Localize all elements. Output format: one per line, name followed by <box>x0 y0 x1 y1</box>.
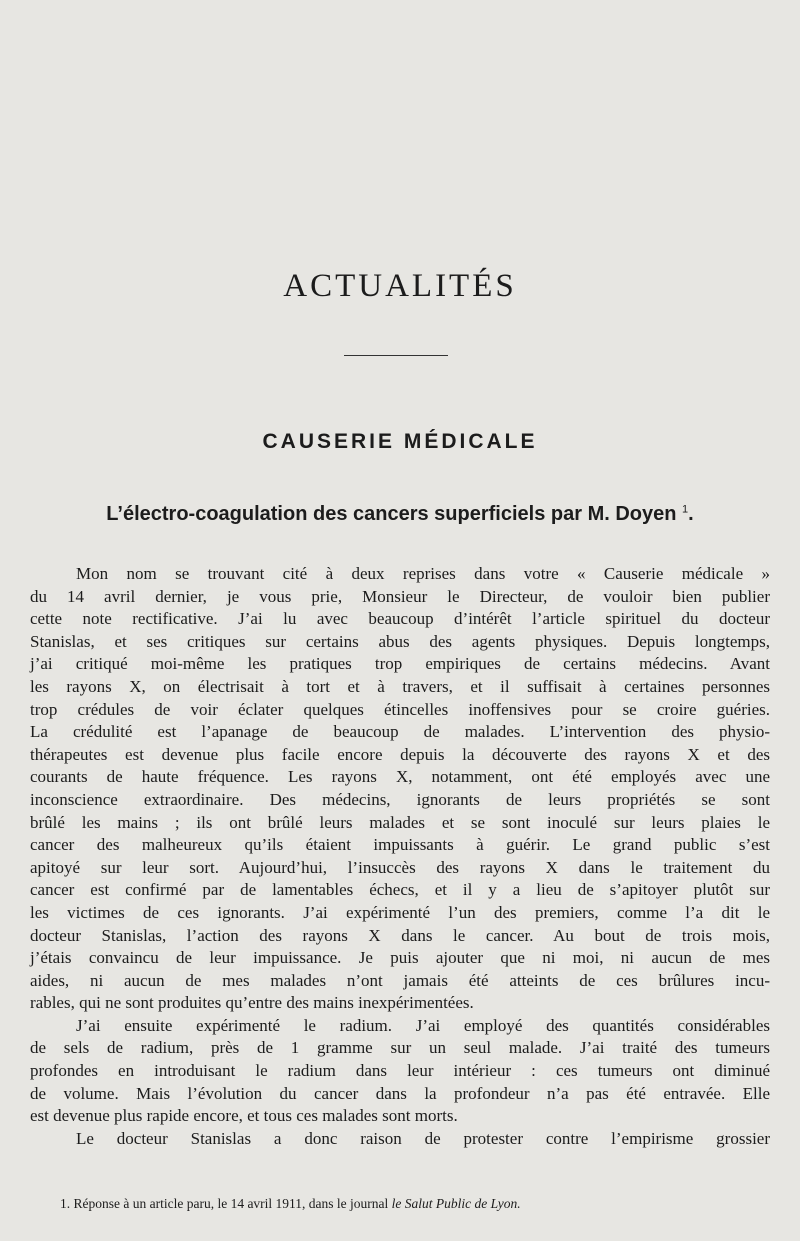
text-line: cancer des malheureux qu’ils étaient impuissants à guérir. Le grand public s’est <box>30 835 770 855</box>
text-line: J’ai ensuite expérimenté le radium. J’ai employé des quantités considérables <box>76 1015 770 1035</box>
text-line: Le docteur Stanislas a donc raison de protester contre l’empirisme grossier <box>76 1128 770 1148</box>
footnote-marker: 1 <box>682 503 689 516</box>
text-line: j’étais convaincu de leur impuissance. Je puis ajouter que ni moi, ni aucun de mes <box>30 948 770 968</box>
text-line: cancer est confirmé par de lamentables échecs, et il y a lieu de s’apitoyer plutôt sur <box>30 880 770 900</box>
article-body <box>30 563 770 1150</box>
text-line: Mon nom se trouvant cité à deux reprises dans votre « Causerie médicale » <box>76 564 770 583</box>
text-line: Stanislas, et ses critiques sur certains abus des agents physiques. Depuis longtemps, <box>30 631 770 651</box>
footnote-text: Réponse à un article paru, le 14 avril 1911, dans le journal <box>73 1196 389 1211</box>
text-line: trop crédules de voir éclater quelques étincelles inoffensives pour se croire guéries. <box>30 699 770 719</box>
text-line: rables, qui ne sont produites qu’entre des mains inexpérimentées. <box>30 993 474 1013</box>
footnote <box>60 1196 780 1212</box>
text-line: courants de haute fréquence. Les rayons X, notamment, ont été employés avec une <box>30 767 770 787</box>
text-line: profondes en introduisant le radium dans leur intérieur : ces tumeurs ont diminué <box>30 1061 770 1081</box>
text-line: j’ai critiqué moi-même les pratiques trop empiriques de certains médecins. Avant <box>30 654 770 674</box>
text-line: de volume. Mais l’évolution du cancer dans la profondeur n’a pas été entravée. Elle <box>30 1083 770 1103</box>
text-line: est devenue plus rapide encore, et tous ces malades sont morts. <box>30 1106 458 1126</box>
section-title: ACTUALITÉS <box>283 268 517 304</box>
text-line: La crédulité est l’apanage de beaucoup de malades. L’intervention des physio- <box>30 722 770 742</box>
text-line: les victimes de ces ignorants. J’ai expérimenté l’un des premiers, comme l’a dit le <box>30 902 770 922</box>
column-heading: CAUSERIE MÉDICALE <box>262 430 538 453</box>
footnote-journal: le Salut Public de Lyon. <box>391 1196 521 1211</box>
article-title-text: L’électro-coagulation des cancers superficiels par M. Doyen <box>106 503 677 525</box>
text-line: de sels de radium, près de 1 gramme sur un seul malade. J’ai traité des tumeurs <box>30 1038 770 1058</box>
text-line: du 14 avril dernier, je vous prie, Monsieur le Directeur, de vouloir bien publier <box>30 586 770 606</box>
text-line: apitoyé sur leur sort. Aujourd’hui, l’insuccès des rayons X dans le traitement du <box>30 857 770 877</box>
text-line: docteur Stanislas, l’action des rayons X dans le cancer. Au bout de trois mois, <box>30 925 770 945</box>
text-line: les rayons X, on électrisait à tort et à travers, et il suffisait à certaines personnes <box>30 676 770 696</box>
text-line: aides, ni aucun de mes malades n’ont jamais été atteints de ces brûlures incu- <box>30 970 770 990</box>
text-line: inconscience extraordinaire. Des médecins, ignorants de leurs propriétés se sont <box>30 789 770 809</box>
text-line: thérapeutes est devenue plus facile encore depuis la découverte des rayons X et des <box>30 744 770 764</box>
footnote-number: 1. <box>60 1196 71 1211</box>
title-divider <box>344 355 448 356</box>
article-title: L’électro-coagulation des cancers superficiels par M. Doyen $^1$. <box>106 503 694 525</box>
text-line: brûlé les mains ; ils ont brûlé leurs malades et se sont inoculé sur leurs plaies le <box>30 812 770 832</box>
text-line: cette note rectificative. J’ai lu avec beaucoup d’intérêt l’article spirituel du docteur <box>30 609 770 629</box>
